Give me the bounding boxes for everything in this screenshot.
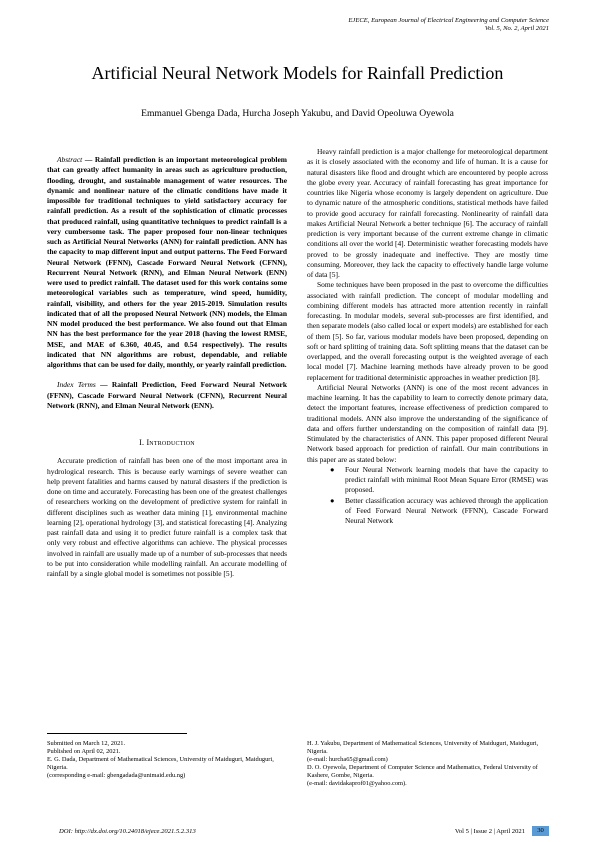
contribution-list — [307, 465, 548, 527]
footnote: D. O. Oyewola, Department of Computer Science and Mathematics, Federal University of Kashere, Gombe, Nigeria. — [307, 764, 538, 780]
doi-link[interactable]: DOI: http://dx.doi.org/10.24018/ejece.2021.5.2.313 — [59, 828, 196, 835]
author-list: Emmanuel Gbenga Dada, Hurcha Joseph Yakubu, and David Opeoluwa Oyewola — [141, 108, 454, 119]
body-paragraph: Artificial Neural Networks (ANN) is one of the most recent advances in machine learning. It has the capability to learn to correctly denote primary data, detect the important features, increase effectiveness of prediction compared to traditional models. ANN also improve the understanding of the significance of data and offers further understanding on the composition of rainfall data [9]. Stimulated by the characteristics of ANN. This paper proposed different Neural Network based approach for prediction of rainfall. Our main contributions in this paper are as stated below: — [307, 382, 548, 464]
index-terms — [47, 380, 287, 411]
footnotes-left — [47, 740, 287, 780]
body-paragraph: Some techniques have been proposed in the past to overcome the difficulties associated with rainfall prediction. The concept of modular modelling and combining different models has attracted more attention recently in rainfall forecasting. In modular models, several sub-processes are first identified, and then separate models (also called local or expert models) are established for each of them [5]. So far, various modular models have been proposed, depending on soft or hard splitting of training data. Soft splitting means that the dataset can be overlapped, and the overall forecasting output is the weighted average of each local model [7]. Machine learning methods have already proven to be good replacement for traditional deterministic approaches in weather prediction [8]. — [307, 280, 548, 382]
footnote-divider — [47, 733, 187, 734]
section-title: Introduction — [146, 438, 195, 447]
index-terms-text: — Rainfall Prediction, Feed Forward Neural Network (FFNN), Cascade Forward Neural Network (CFNN), Recurrent Neural Network (RNN), and Elman Neural Network (ENN). — [47, 380, 287, 410]
body-paragraph: Heavy rainfall prediction is a major challenge for meteorological department as it is closely associated with the economy and life of human. It is a cause for natural disasters like flood and drought which are encountered by people across the globe every year. Accuracy of rainfall forecasting has great importance for countries like Nigeria whose economy is largely dependent on agriculture. Due to dynamic nature of the atmospheric conditions, statistical methods have failed to provide good accuracy for rainfall forecasting. Nonlinearity of rainfall data makes Artificial Neural Network a better technique [6]. The accuracy of rainfall prediction is very important because of the current extreme change in climatic conditions all over the world [4]. Deterministic weather forecasting models have proved to be grossly inadequate and ineffective. They are mostly time consuming. Moreover, they lack the capacity to effectively handle large volume of data [5]. — [307, 147, 548, 279]
journal-volume: Vol. 5, No. 2, April 2021 — [484, 25, 549, 33]
journal-name: EJECE, European Journal of Electrical Engineering and Computer Science — [348, 17, 549, 24]
abstract-label: Abstract — [57, 155, 83, 164]
section-heading — [47, 438, 287, 448]
footnote: (e-mail: davidakaprof01@yahoo.com). — [307, 780, 407, 788]
footnote: H. J. Yakubu, Department of Mathematical Sciences, University of Maiduguri, Maiduguri, Nigeria. — [307, 740, 539, 756]
abstract-text: — Rainfall prediction is an important meteorological problem that can greatly affect humanity in areas such as agriculture production, flooding, drought, and sustainable management of water resources. The dynamic and nonlinear nature of the climatic conditions have made it impossible for traditional techniques to yield satisfactory accuracy for rainfall prediction. As a result of the sophistication of climatic processes that produced rainfall, using quantitative techniques to predict rainfall is a very cumbersome task. The paper proposed four non-linear techniques such as Artificial Neural Networks (ANN) for rainfall prediction. ANN has the capacity to map different input and output patterns. The Feed Forward Neural Network (FFNN), Cascade Forward Neural Network (CFNN), Recurrent Neural Network (RNN), and Elman Neural Network (ENN) were used to predict rainfall. The dataset used for this work contains some meteorological variables such as temperature, wind speed, humidity, rainfall, visibility, and others for the year 2015-2019. Simulation results indicated that of all the proposed Neural Network (NN) models, the Elman NN model produced the best performance. We also found out that Elman NN has the best performance for the year 2018 (having the lowest RMSE, MSE, and MAE of 6.360, 40.45, and 0.54 respectively). The results indicated that NN algorithms are robust, dependable, and reliable algorithms that can be used for daily, monthly, or yearly rainfall prediction. — [47, 155, 287, 369]
footnote: (e-mail: hurcha65@gmail.com) — [307, 756, 388, 764]
section-number: I. — [139, 438, 145, 447]
footnote: (corresponding e-mail: gbengadada@unimaid.edu.ng) — [47, 772, 186, 780]
page-number-badge: 30 — [532, 826, 549, 836]
intro-paragraph: Accurate prediction of rainfall has been one of the most important area in hydrological research. This is because early warnings of severe weather can help prevent fatalities and harms caused by natural disasters if the prediction is done on time and accurately. Forecasting has been one of the greatest challenges of researchers working on the development of predictive system for rainfall in different disciplines such as weather data mining [1], environmental machine learning [2], operational hydrology [3], and statistical forecasting [4]. Analyzing past rainfall data and using it to predict future rainfall is a complex task that only very robust and effective algorithms can achieve. The physical processes involved in rainfall are usually made up of a number of sub-processes that needs to be put into consideration while modelling rainfall. An accurate modelling of rainfall by a single global model is sometimes not possible [5]. — [47, 456, 287, 578]
footnote: Submitted on March 12, 2021. — [47, 740, 126, 747]
right-column — [307, 147, 548, 526]
footnote: E. G. Dada, Department of Mathematical Sciences, University of Maiduguri, Maiduguri, Nigeria. — [47, 756, 274, 772]
list-item: ● Four Neural Network learning models that have the capacity to predict rainfall with minimal Root Mean Square Error (RMSE) was proposed. — [330, 464, 548, 495]
abstract — [47, 155, 287, 370]
bullet-icon: ● — [330, 495, 335, 505]
list-item: ● Better classification accuracy was achieved through the application of Feed Forward Neural Network (FFNN), Cascade Forward Neural Network — [330, 495, 548, 525]
index-terms-label: Index Terms — [57, 380, 96, 390]
footnote: Published on April 02, 2021. — [47, 748, 121, 756]
footnotes-right — [307, 740, 548, 789]
footer-issue-info: Vol 5 | Issue 2 | April 2021 — [454, 828, 525, 835]
journal-header — [348, 17, 549, 34]
paper-title: Artificial Neural Network Models for Rainfall Prediction — [91, 63, 504, 83]
left-column — [47, 155, 287, 579]
bullet-icon: ● — [330, 464, 335, 474]
